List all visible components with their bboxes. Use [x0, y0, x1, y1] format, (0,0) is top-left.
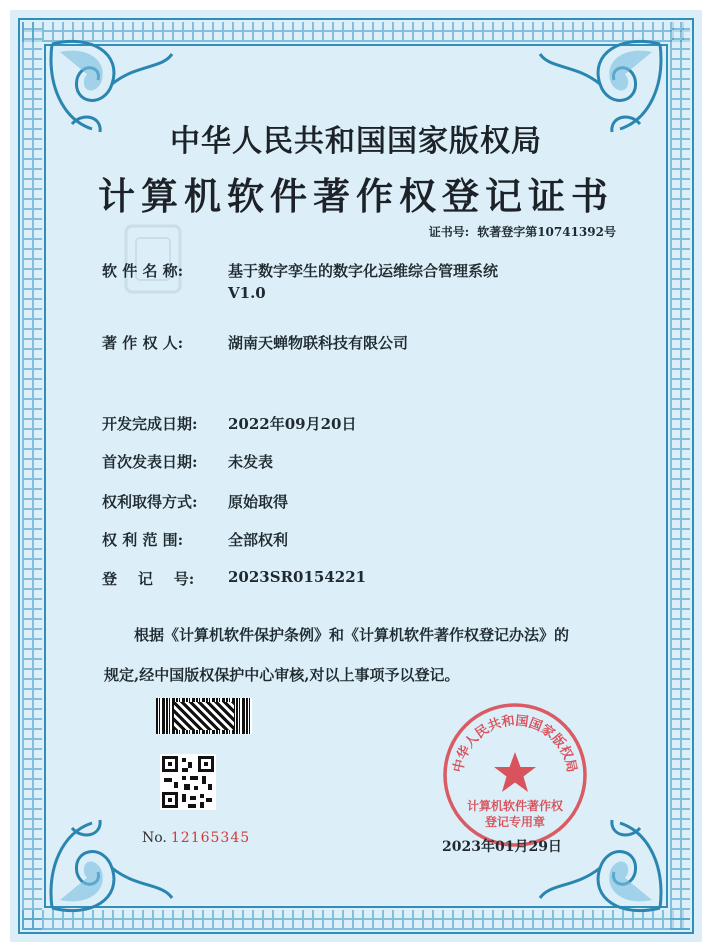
field-value: 未发表 — [228, 453, 274, 471]
seal-line2: 登记专用章 — [484, 815, 546, 829]
field-owner — [102, 332, 408, 353]
field-label: 权 利 范 围: — [102, 531, 184, 549]
statement-line2: 规定,经中国版权保护中心审核,对以上事项予以登记。 — [104, 666, 460, 684]
certificate-number-value: 软著登字第10741392号 — [477, 225, 616, 239]
issuer-title: 中华人民共和国国家版权局 — [170, 124, 542, 159]
field-label: 登 记 号: — [102, 570, 195, 588]
certificate — [10, 10, 702, 942]
field-value: 湖南天蝉物联科技有限公司 — [228, 334, 409, 352]
serial-label: No. — [142, 830, 167, 846]
field-label: 软 件 名 称: — [102, 262, 184, 280]
certificate-number-label: 证书号: — [428, 225, 470, 239]
certificate-number — [429, 223, 616, 240]
software-name-line1: 基于数字孪生的数字化运维综合管理系统 — [228, 262, 499, 280]
field-value: 2023SR0154221 — [228, 568, 367, 586]
official-seal — [440, 700, 590, 850]
field-publish-date — [102, 451, 273, 472]
field-rights-scope — [102, 529, 288, 550]
software-name-line2: V1.0 — [228, 284, 266, 302]
serial-number — [142, 830, 250, 846]
qr-code-icon — [160, 754, 216, 810]
field-value: 2022年09月20日 — [228, 415, 357, 433]
seal-top-text: 中华人民共和国国家版权局 — [451, 713, 579, 774]
field-registration-number — [102, 568, 366, 589]
certificate-title: 计算机软件著作权登记证书 — [98, 174, 614, 218]
field-rights-method — [102, 491, 288, 512]
field-value — [228, 260, 558, 304]
field-label: 开发完成日期: — [102, 415, 198, 433]
statement-line1: 根据《计算机软件保护条例》和《计算机软件著作权登记办法》的 — [134, 626, 570, 644]
field-development-date — [102, 413, 357, 434]
field-value: 原始取得 — [228, 493, 289, 511]
field-label: 著 作 权 人: — [102, 334, 184, 352]
field-label: 首次发表日期: — [102, 453, 198, 471]
issue-date: 2023年01月29日 — [442, 839, 562, 855]
barcode-icon — [156, 698, 252, 734]
field-label: 权利取得方式: — [102, 493, 198, 511]
registration-statement — [104, 615, 642, 695]
seal-line1: 计算机软件著作权 — [466, 799, 564, 813]
field-value: 全部权利 — [228, 531, 289, 549]
serial-value: 12165345 — [170, 830, 251, 846]
field-software-name — [102, 260, 558, 304]
corner-ornament-icon — [32, 808, 182, 928]
